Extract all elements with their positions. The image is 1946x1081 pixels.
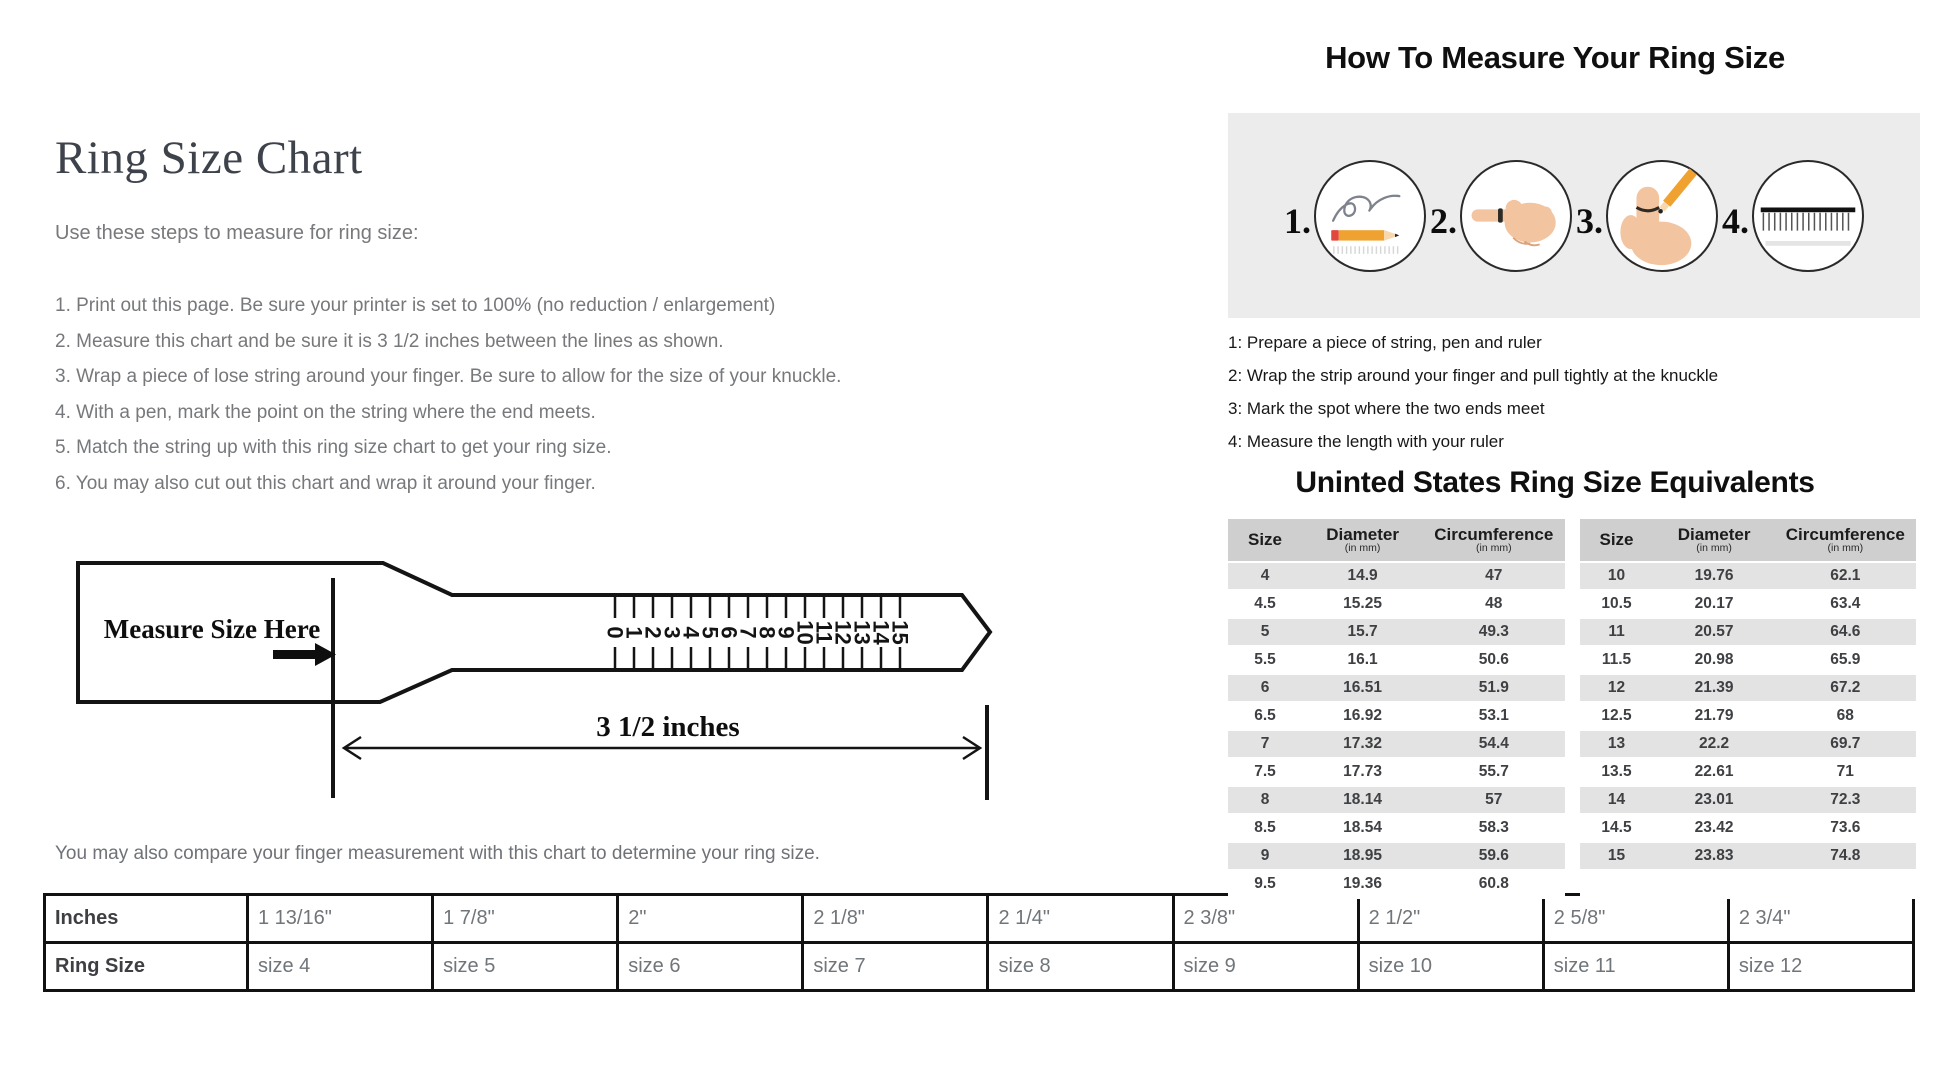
illustration-step-3 [1576, 160, 1718, 272]
step-number: 4. [1722, 200, 1749, 241]
size-cell: 12 [1607, 679, 1626, 696]
page-title: Ring Size Chart [55, 132, 363, 185]
diameter-cell: 18.54 [1343, 819, 1382, 836]
step-number: 1. [1284, 200, 1311, 241]
size-cell: 13.5 [1601, 763, 1632, 780]
instruction-step: 5. Match the string up with this ring size chart to get your ring size. [55, 437, 612, 458]
illustration-step-1 [1284, 160, 1426, 272]
svg-text:3: 3 [659, 626, 685, 639]
measure-step: 1: Prepare a piece of string, pen and ruler [1228, 333, 1542, 352]
table-row [1580, 591, 1917, 619]
inches-value-cell: 1 13/16" [246, 896, 431, 941]
table-row [1228, 843, 1565, 871]
table-row [1580, 815, 1917, 843]
table-row [1580, 647, 1917, 675]
circumference-cell: 53.1 [1478, 707, 1509, 724]
ring-size-row [46, 944, 1912, 989]
measure-arrow-icon [273, 650, 315, 659]
measure-step: 4: Measure the length with your ruler [1228, 432, 1504, 451]
diameter-cell: 21.79 [1694, 707, 1734, 724]
table-row [1228, 787, 1565, 815]
table-row [1228, 759, 1565, 787]
illustration-circle [1460, 160, 1572, 272]
table-row [1228, 591, 1565, 619]
table-row [1228, 703, 1565, 731]
string-around-finger-icon [1464, 164, 1568, 268]
size-cell: 11.5 [1601, 651, 1632, 668]
diameter-cell: 22.61 [1694, 763, 1734, 780]
illustration-circle [1314, 160, 1426, 272]
equivalents-heading: Uninted States Ring Size Equivalents [1295, 466, 1815, 499]
circumference-column-header: Circumference (in mm) [1434, 524, 1554, 555]
how-to-measure-heading: How To Measure Your Ring Size [1325, 40, 1785, 75]
svg-text:5: 5 [697, 626, 723, 639]
table-row [1228, 563, 1565, 591]
circumference-cell: 50.6 [1478, 651, 1509, 668]
inches-value-cell: 2 3/8" [1172, 896, 1357, 941]
inches-row [46, 896, 1912, 944]
inches-value-cell: 2 1/4" [986, 896, 1171, 941]
mark-string-knuckle-icon [1610, 164, 1714, 268]
step-number: 3. [1576, 200, 1603, 241]
illustration-panel [1228, 113, 1920, 318]
circumference-cell: 69.7 [1830, 735, 1861, 752]
table-header [1580, 519, 1917, 563]
svg-text:4: 4 [678, 626, 704, 639]
diameter-cell: 20.98 [1694, 651, 1734, 668]
svg-text:15: 15 [887, 620, 913, 645]
table-row [1228, 647, 1565, 675]
intro-text: Use these steps to measure for ring size: [55, 222, 419, 244]
instruction-step: 1. Print out this page. Be sure your printer is set to 100% (no reduction / enlargement) [55, 295, 776, 316]
measure-here-label: Measure Size Here [103, 614, 321, 644]
instruction-steps [55, 288, 841, 501]
svg-text:9: 9 [773, 626, 799, 639]
diameter-cell: 22.2 [1698, 735, 1730, 752]
table-row [1580, 843, 1917, 871]
instruction-step: 3. Wrap a piece of lose string around your finger. Be sure to allow for the size of your knuckle. [55, 366, 842, 387]
svg-text:12: 12 [830, 620, 856, 645]
size-cell: 5.5 [1254, 651, 1276, 668]
diameter-cell [1654, 871, 1775, 897]
diameter-cell: 21.39 [1694, 679, 1734, 696]
diameter-cell: 20.17 [1694, 595, 1734, 612]
ring-sizer-diagram [60, 552, 1000, 807]
size-column-header: Size [1599, 530, 1634, 550]
measure-step: 2: Wrap the strip around your finger and pull tightly at the knuckle [1228, 366, 1719, 385]
circumference-cell: 73.6 [1830, 819, 1861, 836]
table-row [1580, 787, 1917, 815]
size-cell: 8.5 [1254, 819, 1276, 836]
inches-row-label: Inches [55, 907, 119, 929]
size-cell: 8 [1260, 791, 1270, 808]
size-cell: 15 [1607, 847, 1626, 864]
table-row [1228, 619, 1565, 647]
ring-size-value-cell: size 4 [246, 944, 431, 989]
size-cell [1580, 871, 1654, 897]
size-cell: 7.5 [1254, 763, 1276, 780]
ring-size-value-cell: size 8 [986, 944, 1171, 989]
string-pen-ruler-icon [1318, 164, 1422, 268]
table-row [1580, 563, 1917, 591]
circumference-cell: 48 [1485, 595, 1503, 612]
circumference-cell: 71 [1836, 763, 1854, 780]
table-row [1580, 759, 1917, 787]
size-cell: 5 [1260, 623, 1270, 640]
measure-steps [1228, 326, 1718, 458]
ring-size-value-cell: size 11 [1542, 944, 1727, 989]
inches-value-cell: 2 3/4" [1727, 896, 1912, 941]
svg-text:8: 8 [754, 626, 780, 639]
ring-size-value-cell: size 10 [1357, 944, 1542, 989]
size-table-right [1580, 519, 1917, 899]
diameter-cell: 15.25 [1343, 595, 1382, 612]
circumference-cell: 59.6 [1478, 847, 1509, 864]
ring-size-value-cell: size 7 [801, 944, 986, 989]
circumference-cell: 65.9 [1830, 651, 1861, 668]
size-cell: 13 [1607, 735, 1626, 752]
svg-text:6: 6 [716, 626, 742, 639]
circumference-cell: 55.7 [1478, 763, 1509, 780]
instruction-step: 6. You may also cut out this chart and wrap it around your finger. [55, 472, 596, 494]
table-body [1580, 563, 1917, 899]
size-cell: 9 [1260, 847, 1270, 864]
svg-text:0: 0 [602, 626, 628, 639]
circumference-cell: 49.3 [1478, 623, 1509, 640]
circumference-cell: 47 [1485, 567, 1503, 584]
diameter-cell: 19.36 [1343, 875, 1382, 892]
diameter-cell: 23.42 [1694, 819, 1734, 836]
circumference-column-header: Circumference (in mm) [1785, 524, 1905, 555]
diameter-cell: 18.14 [1343, 791, 1382, 808]
circumference-cell [1775, 871, 1916, 897]
table-row [1580, 675, 1917, 703]
svg-text:7: 7 [735, 626, 761, 639]
circumference-cell: 63.4 [1830, 595, 1861, 612]
inches-to-ring-size-table [43, 893, 1915, 992]
size-cell: 14 [1607, 791, 1626, 808]
inches-value-cell: 1 7/8" [431, 896, 616, 941]
illustration-circle [1606, 160, 1718, 272]
step-number: 2. [1430, 200, 1457, 241]
ring-size-value-cell: size 6 [616, 944, 801, 989]
instruction-step: 2. Measure this chart and be sure it is 3 1/2 inches between the lines as shown. [55, 330, 724, 352]
circumference-cell: 54.4 [1478, 735, 1509, 752]
diameter-cell: 16.92 [1343, 707, 1382, 724]
table-row [1580, 703, 1917, 731]
svg-text:2: 2 [640, 626, 666, 639]
ring-size-row-label: Ring Size [55, 955, 146, 977]
compare-note: You may also compare your finger measurement with this chart to determine your ring size. [55, 843, 820, 864]
dimension-label: 3 1/2 inches [596, 711, 740, 743]
table-row [1580, 871, 1917, 899]
table-body [1228, 563, 1565, 899]
size-cell: 4 [1260, 567, 1270, 584]
circumference-cell: 58.3 [1478, 819, 1509, 836]
illustration-circle [1752, 160, 1864, 272]
circumference-cell: 67.2 [1830, 679, 1861, 696]
inches-value-cell: 2" [616, 896, 801, 941]
size-cell: 6 [1260, 679, 1270, 696]
measure-with-ruler-icon [1756, 164, 1860, 268]
table-row [1580, 731, 1917, 759]
svg-text:14: 14 [868, 620, 894, 645]
diameter-cell: 23.01 [1694, 791, 1734, 808]
diameter-cell: 17.32 [1343, 735, 1382, 752]
svg-text:11: 11 [811, 620, 837, 645]
circumference-cell: 74.8 [1830, 847, 1861, 864]
ring-size-equivalents-tables [1228, 519, 1916, 899]
measure-step: 3: Mark the spot where the two ends meet [1228, 399, 1545, 418]
size-cell: 10.5 [1601, 595, 1632, 612]
diameter-cell: 19.76 [1694, 567, 1734, 584]
diameter-cell: 20.57 [1694, 623, 1734, 640]
table-row [1228, 731, 1565, 759]
table-header [1228, 519, 1565, 563]
circumference-cell: 51.9 [1478, 679, 1509, 696]
circumference-cell: 57 [1485, 791, 1503, 808]
size-cell: 9.5 [1254, 875, 1276, 892]
illustration-step-4 [1722, 160, 1864, 272]
inches-value-cell: 2 5/8" [1542, 896, 1727, 941]
illustration-step-2 [1430, 160, 1572, 272]
size-cell: 7 [1260, 735, 1270, 752]
circumference-cell: 72.3 [1830, 791, 1861, 808]
table-row [1228, 815, 1565, 843]
circumference-cell: 68 [1836, 707, 1854, 724]
diameter-column-header: Diameter (in mm) [1677, 524, 1751, 555]
size-table-left [1228, 519, 1565, 899]
size-cell: 11 [1608, 623, 1625, 640]
inches-value-cell: 2 1/8" [801, 896, 986, 941]
instruction-step: 4. With a pen, mark the point on the string where the end meets. [55, 401, 596, 423]
size-cell: 4.5 [1254, 595, 1276, 612]
svg-text:1: 1 [621, 626, 647, 639]
circumference-cell: 62.1 [1830, 567, 1861, 584]
diameter-column-header: Diameter (in mm) [1326, 524, 1399, 555]
diameter-cell: 14.9 [1347, 567, 1378, 584]
svg-text:13: 13 [849, 620, 875, 645]
table-row [1228, 871, 1565, 899]
diameter-cell: 16.1 [1347, 651, 1378, 668]
diameter-cell: 17.73 [1343, 763, 1382, 780]
table-row [1580, 619, 1917, 647]
ring-size-value-cell: size 12 [1727, 944, 1912, 989]
size-cell: 6.5 [1254, 707, 1276, 724]
svg-text:10: 10 [792, 620, 818, 645]
diameter-cell: 16.51 [1343, 679, 1382, 696]
size-cell: 12.5 [1601, 707, 1632, 724]
diameter-cell: 15.7 [1347, 623, 1378, 640]
table-row [1228, 675, 1565, 703]
inches-value-cell: 2 1/2" [1357, 896, 1542, 941]
circumference-cell: 64.6 [1830, 623, 1861, 640]
ring-size-value-cell: size 5 [431, 944, 616, 989]
size-column-header: Size [1247, 530, 1283, 550]
size-cell: 10 [1607, 567, 1626, 584]
diameter-cell: 23.83 [1694, 847, 1734, 864]
ring-size-value-cell: size 9 [1172, 944, 1357, 989]
circumference-cell: 60.8 [1478, 875, 1509, 892]
size-cell: 14.5 [1601, 819, 1632, 836]
diameter-cell: 18.95 [1343, 847, 1382, 864]
